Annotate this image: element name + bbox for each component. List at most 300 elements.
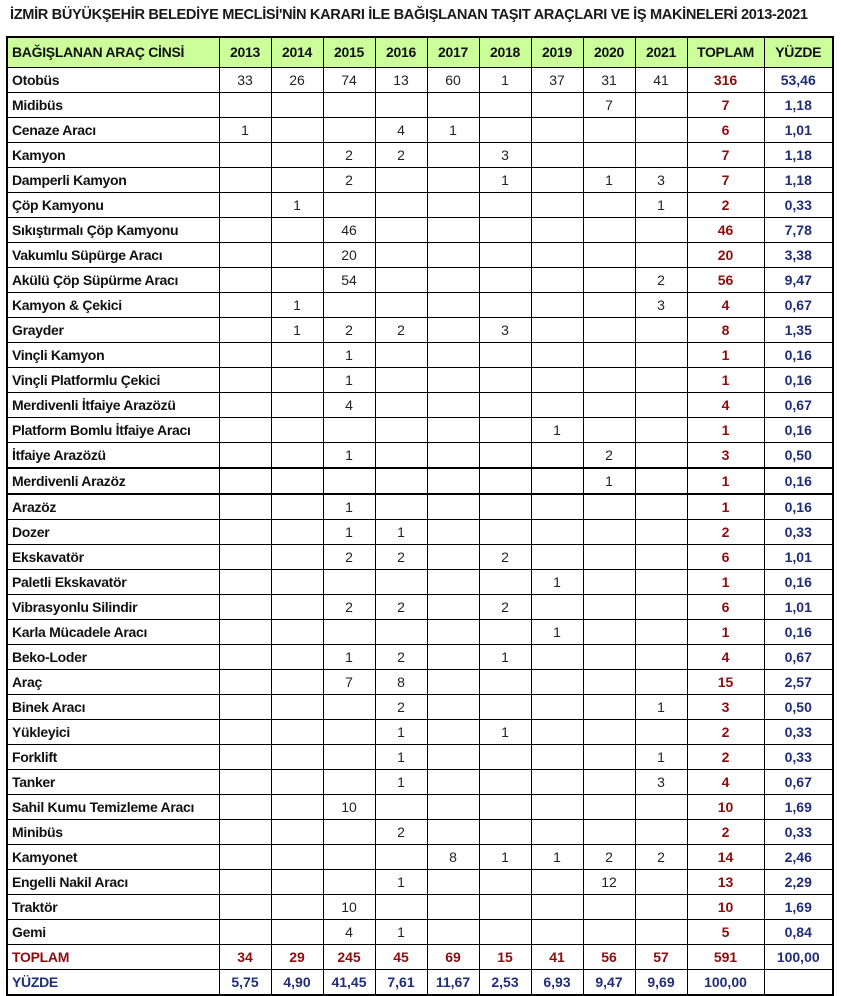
year-count-cell [479,368,531,393]
row-total-cell: 2 [687,820,764,845]
year-count-cell [219,670,271,695]
year-count-cell [427,218,479,243]
year-count-cell [323,620,375,645]
row-percent-cell: 0,50 [764,443,833,469]
year-count-cell: 2 [323,143,375,168]
table-row [7,468,833,494]
year-count-cell [427,720,479,745]
year-count-cell [531,595,583,620]
year-count-cell [427,418,479,443]
totals-row-year-cell: 15 [479,945,531,970]
year-count-cell [427,670,479,695]
year-count-cell [323,695,375,720]
year-count-cell [583,193,635,218]
year-count-cell: 13 [375,68,427,93]
totals-row-year-cell: 34 [219,945,271,970]
year-count-cell [427,393,479,418]
year-count-cell: 1 [427,118,479,143]
year-count-cell [271,343,323,368]
year-count-cell: 4 [375,118,427,143]
year-count-cell [531,143,583,168]
column-header-vehicle-type: BAĞIŞLANAN ARAÇ CİNSİ [7,37,219,68]
year-count-cell: 1 [323,368,375,393]
year-count-cell [219,268,271,293]
year-count-cell [635,720,687,745]
year-count-cell [271,670,323,695]
row-percent-cell: 0,67 [764,645,833,670]
row-percent-cell: 1,01 [764,595,833,620]
year-count-cell [635,93,687,118]
row-total-cell: 2 [687,193,764,218]
year-count-cell [271,720,323,745]
table-row [7,68,833,93]
year-count-cell [219,494,271,520]
year-count-cell [635,418,687,443]
totals-row-grand-percent-cell: 100,00 [764,945,833,970]
year-count-cell [271,770,323,795]
year-count-cell [375,795,427,820]
table-row [7,845,833,870]
row-total-cell: 6 [687,595,764,620]
year-count-cell [531,545,583,570]
year-count-cell [323,870,375,895]
vehicle-type-cell: Karla Mücadele Aracı [7,620,219,645]
row-total-cell: 56 [687,268,764,293]
year-count-cell [479,570,531,595]
table-row [7,545,833,570]
vehicle-type-cell: Kamyonet [7,845,219,870]
year-count-cell [219,443,271,469]
year-count-cell [531,243,583,268]
year-count-cell [479,520,531,545]
year-count-cell [323,720,375,745]
row-total-cell: 15 [687,670,764,695]
year-count-cell: 12 [583,870,635,895]
year-count-cell [219,570,271,595]
year-count-cell [635,318,687,343]
year-count-cell: 2 [635,845,687,870]
year-count-cell [583,620,635,645]
year-count-cell: 1 [531,418,583,443]
table-row [7,595,833,620]
vehicle-type-cell: Paletli Ekskavatör [7,570,219,595]
year-count-cell [583,418,635,443]
year-count-cell [271,118,323,143]
year-count-cell [219,870,271,895]
year-count-cell [219,168,271,193]
year-count-cell: 3 [479,143,531,168]
year-count-cell [479,393,531,418]
table-row [7,770,833,795]
year-count-cell [271,443,323,469]
year-count-cell [271,468,323,494]
year-count-cell [583,720,635,745]
vehicle-type-cell: Ekskavatör [7,545,219,570]
year-count-cell [635,545,687,570]
year-count-cell: 20 [323,243,375,268]
year-count-cell: 1 [635,745,687,770]
year-count-cell [635,393,687,418]
year-count-cell [531,193,583,218]
vehicle-type-cell: Sıkıştırmalı Çöp Kamyonu [7,218,219,243]
year-count-cell [635,468,687,494]
header-row [7,37,833,68]
year-count-cell [531,670,583,695]
year-count-cell [271,820,323,845]
year-count-cell: 1 [583,468,635,494]
year-count-cell [531,795,583,820]
year-count-cell [479,895,531,920]
percentages-row-year-cell: 4,90 [271,970,323,996]
year-count-cell: 1 [271,318,323,343]
year-count-cell [427,695,479,720]
year-count-cell [583,318,635,343]
year-count-cell [479,443,531,469]
year-count-cell: 2 [375,318,427,343]
year-count-cell [479,620,531,645]
year-count-cell: 7 [323,670,375,695]
year-count-cell: 8 [375,670,427,695]
year-count-cell [479,820,531,845]
year-count-cell [479,293,531,318]
year-count-cell [635,368,687,393]
row-total-cell: 316 [687,68,764,93]
row-total-cell: 4 [687,645,764,670]
table-row [7,645,833,670]
totals-row-grand-total-cell: 591 [687,945,764,970]
year-count-cell [323,468,375,494]
year-count-cell [531,218,583,243]
year-count-cell: 3 [635,293,687,318]
year-count-cell [219,620,271,645]
year-count-cell [583,243,635,268]
year-count-cell [271,845,323,870]
year-count-cell [531,118,583,143]
vehicle-type-cell: Vibrasyonlu Silindir [7,595,219,620]
column-header-2015: 2015 [323,37,375,68]
year-count-cell [271,895,323,920]
row-percent-cell: 9,47 [764,268,833,293]
year-count-cell [427,795,479,820]
row-percent-cell: 0,16 [764,418,833,443]
year-count-cell [635,218,687,243]
year-count-cell [635,895,687,920]
row-total-cell: 1 [687,468,764,494]
percentages-row-grand-percent-cell [764,970,833,996]
year-count-cell: 1 [323,645,375,670]
year-count-cell [427,494,479,520]
year-count-cell [219,293,271,318]
year-count-cell: 2 [323,168,375,193]
year-count-cell [219,645,271,670]
year-count-cell: 2 [375,143,427,168]
year-count-cell [271,620,323,645]
year-count-cell: 1 [323,443,375,469]
year-count-cell: 60 [427,68,479,93]
year-count-cell: 2 [323,595,375,620]
year-count-cell [427,520,479,545]
year-count-cell [375,443,427,469]
year-count-cell: 2 [479,595,531,620]
row-percent-cell: 1,69 [764,795,833,820]
year-count-cell [583,670,635,695]
year-count-cell [375,193,427,218]
year-count-cell [479,870,531,895]
year-count-cell [271,545,323,570]
year-count-cell [219,143,271,168]
vehicle-type-cell: Minibüs [7,820,219,845]
row-percent-cell: 0,67 [764,393,833,418]
table-row [7,418,833,443]
table-row [7,895,833,920]
table-row [7,243,833,268]
year-count-cell [635,645,687,670]
percentages-row-grand-total-cell: 100,00 [687,970,764,996]
year-count-cell [271,695,323,720]
totals-row-year-cell: 45 [375,945,427,970]
year-count-cell [635,620,687,645]
row-total-cell: 2 [687,520,764,545]
row-total-cell: 3 [687,443,764,469]
year-count-cell [427,895,479,920]
row-percent-cell: 1,18 [764,143,833,168]
year-count-cell: 8 [427,845,479,870]
year-count-cell [531,720,583,745]
year-count-cell [479,494,531,520]
year-count-cell: 3 [479,318,531,343]
row-percent-cell: 3,38 [764,243,833,268]
year-count-cell: 1 [271,193,323,218]
row-percent-cell: 1,01 [764,118,833,143]
year-count-cell: 1 [323,343,375,368]
totals-row-year-cell: 29 [271,945,323,970]
year-count-cell [375,243,427,268]
year-count-cell [479,670,531,695]
year-count-cell [219,218,271,243]
year-count-cell [427,570,479,595]
year-count-cell [583,393,635,418]
year-count-cell: 31 [583,68,635,93]
year-count-cell [531,318,583,343]
year-count-cell [271,595,323,620]
year-count-cell [375,468,427,494]
year-count-cell: 2 [323,545,375,570]
year-count-cell: 26 [271,68,323,93]
year-count-cell [583,770,635,795]
year-count-cell [531,520,583,545]
year-count-cell [271,368,323,393]
year-count-cell [531,443,583,469]
year-count-cell [479,93,531,118]
year-count-cell [479,745,531,770]
year-count-cell [375,218,427,243]
percentages-row-year-cell: 9,47 [583,970,635,996]
year-count-cell [427,143,479,168]
year-count-cell: 7 [583,93,635,118]
percentages-row-label: YÜZDE [7,970,219,996]
column-header-2020: 2020 [583,37,635,68]
year-count-cell: 3 [635,770,687,795]
year-count-cell: 1 [375,520,427,545]
year-count-cell [427,368,479,393]
year-count-cell [531,820,583,845]
year-count-cell [323,570,375,595]
row-percent-cell: 0,67 [764,770,833,795]
row-percent-cell: 0,50 [764,695,833,720]
totals-row-year-cell: 57 [635,945,687,970]
row-percent-cell: 0,16 [764,494,833,520]
year-count-cell: 54 [323,268,375,293]
year-count-cell [219,468,271,494]
year-count-cell [583,895,635,920]
year-count-cell [427,293,479,318]
year-count-cell [635,520,687,545]
row-total-cell: 7 [687,168,764,193]
year-count-cell [479,193,531,218]
table-row [7,343,833,368]
vehicle-type-cell: Merdivenli İtfaiye Arazözü [7,393,219,418]
row-percent-cell: 0,84 [764,920,833,945]
year-count-cell [375,293,427,318]
year-count-cell: 1 [531,845,583,870]
row-total-cell: 5 [687,920,764,945]
year-count-cell [583,645,635,670]
year-count-cell: 1 [479,720,531,745]
vehicle-type-cell: Beko-Loder [7,645,219,670]
year-count-cell [427,770,479,795]
year-count-cell [479,218,531,243]
vehicle-type-cell: Yükleyici [7,720,219,745]
year-count-cell [323,93,375,118]
year-count-cell [583,820,635,845]
percentages-row-year-cell: 9,69 [635,970,687,996]
year-count-cell: 1 [479,645,531,670]
row-percent-cell: 2,57 [764,670,833,695]
row-total-cell: 7 [687,143,764,168]
year-count-cell: 2 [375,595,427,620]
year-count-cell: 2 [375,820,427,845]
vehicle-type-cell: Binek Aracı [7,695,219,720]
year-count-cell [583,293,635,318]
year-count-cell [427,193,479,218]
year-count-cell [271,570,323,595]
year-count-cell [375,494,427,520]
year-count-cell: 2 [635,268,687,293]
year-count-cell [271,393,323,418]
column-header-2016: 2016 [375,37,427,68]
row-total-cell: 1 [687,494,764,520]
row-percent-cell: 1,18 [764,93,833,118]
year-count-cell [635,118,687,143]
year-count-cell: 3 [635,168,687,193]
year-count-cell: 37 [531,68,583,93]
vehicle-type-cell: Vinçli Platformlu Çekici [7,368,219,393]
vehicle-type-cell: Araç [7,670,219,695]
row-total-cell: 2 [687,745,764,770]
row-total-cell: 14 [687,845,764,870]
year-count-cell: 1 [323,520,375,545]
row-total-cell: 13 [687,870,764,895]
year-count-cell [531,770,583,795]
year-count-cell [531,745,583,770]
row-total-cell: 1 [687,620,764,645]
year-count-cell [427,243,479,268]
table-row [7,820,833,845]
year-count-cell [375,620,427,645]
year-count-cell [323,845,375,870]
year-count-cell [271,494,323,520]
year-count-cell: 10 [323,895,375,920]
table-row [7,143,833,168]
percentages-row-year-cell: 5,75 [219,970,271,996]
row-percent-cell: 0,16 [764,620,833,645]
year-count-cell [531,870,583,895]
year-count-cell: 10 [323,795,375,820]
vehicle-type-cell: Vinçli Kamyon [7,343,219,368]
column-header-2019: 2019 [531,37,583,68]
year-count-cell [531,920,583,945]
row-total-cell: 20 [687,243,764,268]
year-count-cell [323,193,375,218]
year-count-cell [427,443,479,469]
row-percent-cell: 1,35 [764,318,833,343]
year-count-cell [531,393,583,418]
year-count-cell [427,620,479,645]
percentages-row-year-cell: 6,93 [531,970,583,996]
year-count-cell [479,268,531,293]
year-count-cell [271,268,323,293]
year-count-cell: 1 [635,695,687,720]
year-count-cell [531,494,583,520]
year-count-cell [583,545,635,570]
year-count-cell [583,343,635,368]
vehicle-type-cell: Gemi [7,920,219,945]
year-count-cell [219,795,271,820]
year-count-cell: 1 [375,720,427,745]
year-count-cell [427,595,479,620]
year-count-cell: 1 [219,118,271,143]
row-percent-cell: 1,18 [764,168,833,193]
row-total-cell: 1 [687,418,764,443]
year-count-cell [219,368,271,393]
row-total-cell: 1 [687,570,764,595]
year-count-cell: 1 [531,570,583,595]
year-count-cell [635,920,687,945]
year-count-cell [323,820,375,845]
year-count-cell [427,820,479,845]
vehicle-type-cell: İtfaiye Arazözü [7,443,219,469]
year-count-cell: 1 [375,920,427,945]
year-count-cell [427,268,479,293]
year-count-cell [635,494,687,520]
vehicle-type-cell: Akülü Çöp Süpürme Aracı [7,268,219,293]
year-count-cell [583,218,635,243]
table-row [7,168,833,193]
column-header-2013: 2013 [219,37,271,68]
year-count-cell [271,418,323,443]
year-count-cell [583,118,635,143]
year-count-cell: 2 [583,845,635,870]
vehicle-type-cell: Çöp Kamyonu [7,193,219,218]
year-count-cell [479,118,531,143]
vehicle-type-cell: Cenaze Aracı [7,118,219,143]
year-count-cell [427,468,479,494]
year-count-cell: 2 [375,545,427,570]
row-total-cell: 6 [687,545,764,570]
year-count-cell [479,243,531,268]
column-header-2021: 2021 [635,37,687,68]
row-total-cell: 7 [687,93,764,118]
